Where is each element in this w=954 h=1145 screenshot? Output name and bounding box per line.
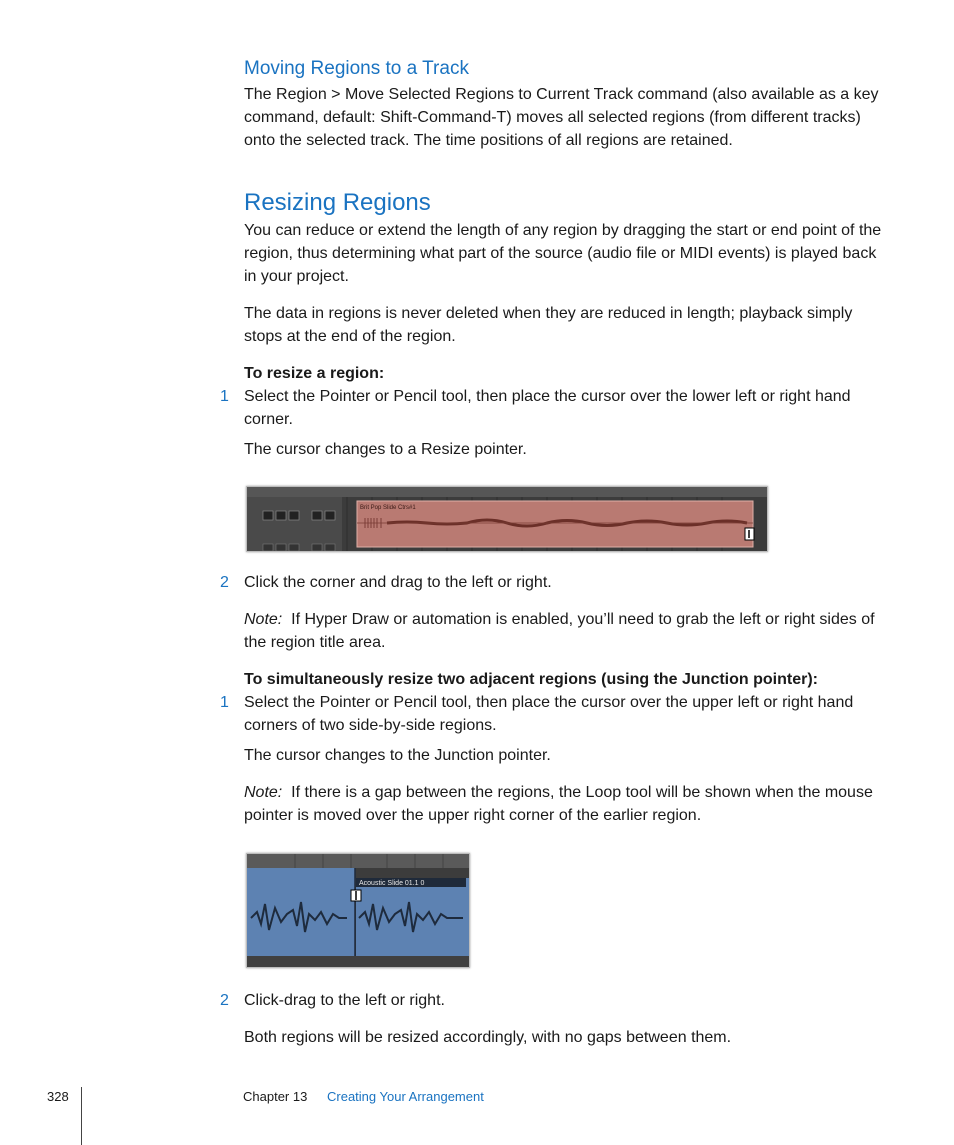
step-result: The cursor changes to the Junction pointer. xyxy=(244,747,551,764)
region-label: Acoustic Slide 01.1 0 xyxy=(359,880,425,887)
note-label: Note: xyxy=(244,784,283,801)
section-heading-moving-regions: Moving Regions to a Track xyxy=(244,58,469,79)
step-number: 2 xyxy=(220,992,229,1009)
paragraph-move-regions: The Region > Move Selected Regions to Current Track command (also available as a key command, default: Shift-Command-T) moves all selected regions (from different tracks) onto the selected track. The time positions of all regions are retained. xyxy=(244,86,879,149)
resize-pointer-screenshot xyxy=(246,486,768,552)
note-paragraph xyxy=(244,608,884,654)
task-title-junction: To simultaneously resize two adjacent regions (using the Junction pointer): xyxy=(244,671,818,688)
step-number: 2 xyxy=(220,574,229,591)
paragraph-resize-data: The data in regions is never deleted when they are reduced in length; playback simply stops at the end of the region. xyxy=(244,305,853,345)
page-number: 328 xyxy=(47,1089,69,1104)
resize-cursor-icon xyxy=(745,528,754,540)
footer-chapter-title-link[interactable]: Creating Your Arrangement xyxy=(327,1089,484,1104)
step-number: 1 xyxy=(220,694,229,711)
footer-chapter: Chapter 13 xyxy=(243,1089,308,1104)
step-text: Click the corner and drag to the left or right. xyxy=(244,574,552,591)
note-text: If there is a gap between the regions, the Loop tool will be shown when the mouse pointer is moved over the upper right corner of the earlier region. xyxy=(244,784,873,824)
paragraph-resize-intro: You can reduce or extend the length of any region by dragging the start or end point of the region, thus determining what part of the source (audio file or MIDI events) is played back in your project. xyxy=(244,222,882,285)
section-heading-resizing-regions: Resizing Regions xyxy=(244,189,431,216)
note-text: If Hyper Draw or automation is enabled, you’ll need to grab the left or right sides of the region title area. xyxy=(244,611,875,651)
task-title-resize: To resize a region: xyxy=(244,365,385,382)
step-text: Select the Pointer or Pencil tool, then place the cursor over the upper left or right hand corners of two side-by-side regions. xyxy=(244,694,854,734)
step-text: Select the Pointer or Pencil tool, then place the cursor over the lower left or right hand corner. xyxy=(244,388,851,428)
step-result: Both regions will be resized accordingly, with no gaps between them. xyxy=(244,1029,732,1046)
junction-cursor-icon xyxy=(351,890,361,901)
region-label: Brit Pop Slide Ctrs#1 xyxy=(360,505,416,511)
footer-divider xyxy=(81,1087,82,1145)
junction-area-graphic xyxy=(247,854,469,967)
note-label: Note: xyxy=(244,611,283,628)
junction-pointer-screenshot xyxy=(246,853,470,968)
step-number: 1 xyxy=(220,388,229,405)
note-paragraph xyxy=(244,781,884,827)
step-result: The cursor changes to a Resize pointer. xyxy=(244,441,527,458)
arrange-area-graphic xyxy=(247,487,767,551)
step-text: Click-drag to the left or right. xyxy=(244,992,445,1009)
